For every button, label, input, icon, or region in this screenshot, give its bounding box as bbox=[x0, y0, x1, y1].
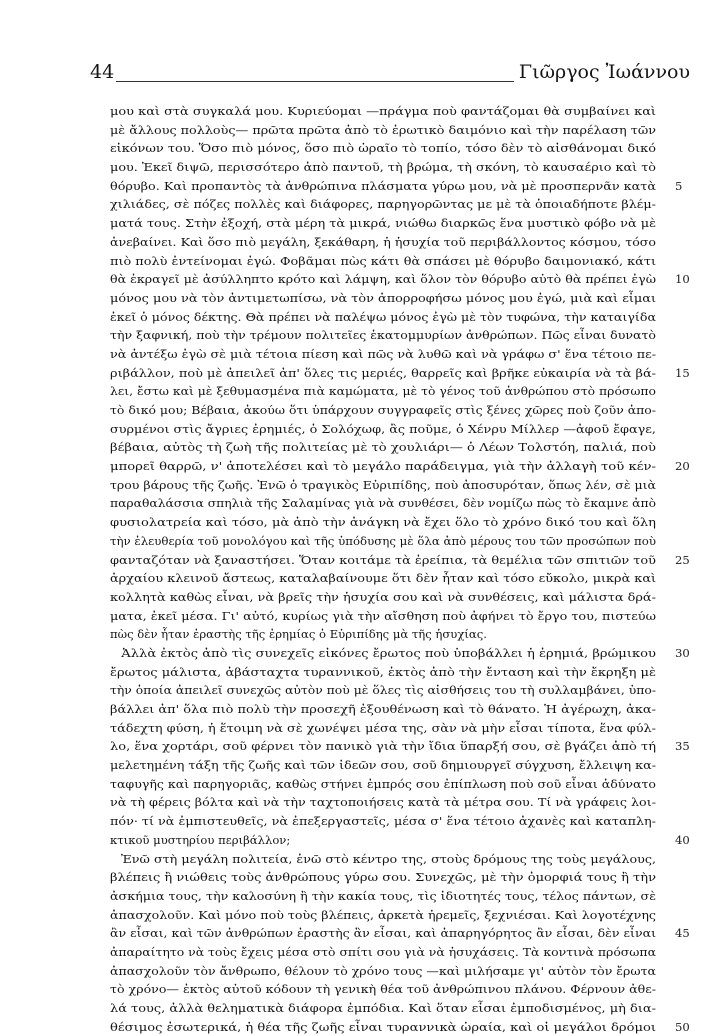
line-text: ἀπασχολοῦν. Καὶ μόνο ποὺ τοὺς βλέπεις, ἀρκετὰ ἠρεμεῖς, ξεχνιέσαι. Καὶ λογοτέχνης bbox=[110, 907, 656, 922]
line-number: 15 bbox=[675, 365, 690, 380]
text-line bbox=[110, 308, 656, 327]
text-line bbox=[110, 980, 656, 999]
line-text: τὴν ὁποία ἀπειλεῖ συνεχῶς αὐτὸν ποὺ μὲ ὅλες τὶς αἰσθήσεις του τὴ συλλαμβάνει, ὑπο- bbox=[110, 683, 656, 698]
text-line bbox=[110, 868, 656, 887]
line-number: 25 bbox=[675, 552, 690, 567]
line-text: λο, ἕνα χορτάρι, σοῦ φέρνει τὸν πανικὸ γιὰ τὴν ἴδια ὕπαρξή σου, σὲ βγάζει ἀπὸ τή bbox=[110, 739, 656, 754]
text-line bbox=[110, 924, 690, 943]
line-text: ριβάλλον, ποὺ μὲ ἀπειλεῖ ἀπ' ὅλες τις μεριές, θαρρεῖς καὶ βρῆκε εὐκαιρία νὰ τὰ βά- bbox=[110, 365, 656, 380]
text-line bbox=[110, 158, 656, 177]
page-number: 44 bbox=[90, 61, 115, 83]
text-line bbox=[110, 962, 656, 981]
line-text: θόρυβο. Καὶ προπαντὸς τὰ ἀνθρώπινα πλάσματα γύρω μου, νὰ μὲ προσπερνᾶν κατὰ bbox=[110, 178, 656, 193]
text-line bbox=[110, 663, 656, 682]
text-line bbox=[110, 532, 656, 551]
line-text: ἂν εἶσαι, καὶ τῶν ἀνθρώπων ἐραστὴς ἂν εἶσαι, καὶ ἀπαρηγόρητος ἂν εἶσαι, δὲν εἶναι bbox=[110, 926, 656, 941]
text-line bbox=[110, 401, 656, 420]
line-text: Ἀλλὰ ἐκτὸς ἀπὸ τὶς συνεχεῖς εἰκόνες ἔρωτος ποὺ ὑποβάλλει ἡ ἐρημιά, βρώμικου bbox=[121, 645, 656, 660]
text-line bbox=[110, 513, 656, 532]
line-text: μπορεῖ θαρρῶ, ν' ἀποτελέσει καὶ τὸ μεγάλο παράδειγμα, γιὰ τὴν ἀλλαγὴ τοῦ κέν- bbox=[110, 459, 656, 474]
line-text: Ἐνῶ στὴ μεγάλη πολιτεία, ἐνῶ στὸ κέντρο της, στοὺς δρόμους της τοὺς μεγάλους, bbox=[120, 851, 656, 866]
line-text: πὼς δὲν ἦταν ἐραστὴς τῆς ἐρημίας ὁ Εὐριπίδης μὰ τῆς ἡσυχίας. bbox=[110, 627, 487, 642]
text-line bbox=[110, 831, 690, 850]
text-line bbox=[110, 457, 690, 476]
line-number: 40 bbox=[675, 832, 690, 847]
line-number: 10 bbox=[675, 272, 690, 287]
line-text: ἔρωτος μάλιστα, ἀβάσταχτα τυραννικοῦ, ἐκτὸς ἀπὸ τὴν ἔνταση καὶ τὴν ἔκρηξη μὲ bbox=[110, 664, 656, 679]
text-line bbox=[110, 476, 656, 495]
text-line bbox=[110, 943, 656, 962]
line-text: φανταζόταν νὰ ξαναστήσει. Ὅταν κοιτάμε τὰ ἐρείπια, τὰ θεμέλια τῶν σπιτιῶν τοῦ bbox=[110, 552, 656, 567]
line-text: τὸ δικό μου; Βέβαια, ἀκούω ὅτι ὑπάρχουν συγγραφεῖς στὶς ξένες χῶρες ποὺ ζοῦν ἀπο- bbox=[110, 403, 656, 417]
line-text: πιὸ πολὺ ἐντείνομαι ἐγώ. Φοβᾶμαι πὼς κάτι θὰ σπάσει μὲ θόρυβο δαιμονιακό, κάτι bbox=[110, 253, 656, 268]
line-text: συρμένοι στὶς ἄγριες ἐρημιές, ὁ Σολόχωφ, ἂς ποῦμε, ὁ Χένρυ Μίλλερ —ἀφοῦ ἔφαγε, bbox=[110, 421, 656, 436]
line-text: μὲ ἄλλους πολλοὺς— πρῶτα πρῶτα ἀπὸ τὸ ἐρωτικὸ δαιμόνιο καὶ τὴν παρέλαση τῶν bbox=[110, 122, 656, 137]
text-line bbox=[110, 382, 656, 401]
line-text: μελετημένη τάξη τῆς ζωῆς καὶ τῶν ἰδεῶν σου, σοῦ δημιουργεῖ σύγχυση, ἔλλειψη κα- bbox=[110, 758, 656, 773]
text-line bbox=[110, 850, 656, 869]
line-text: ἀπασχολοῦν τὸν ἄνθρωπο, θέλουν τὸ χρόνο τους —καὶ μιλήσαμε γι' αὐτὸν τὸν ἔρωτα bbox=[110, 963, 656, 978]
line-text: πόν· τί νὰ ἐμπιστευθεῖς, νὰ ἐπεξεργαστεῖς, μέσα σ' ἕνα τέτοιο ἀχανὲς καὶ καταπλη- bbox=[110, 814, 656, 829]
line-text: κτικοῦ μυστηρίου περιβάλλον; bbox=[110, 832, 291, 847]
text-line bbox=[110, 681, 656, 700]
line-text: κολλητὰ καθὼς εἶναι, νὰ βρεῖς τὴν ἡσυχία σου καὶ νὰ συνθέσεις, καὶ μάλιστα δρά- bbox=[110, 589, 656, 604]
body-text bbox=[110, 102, 690, 1036]
line-number: 20 bbox=[675, 459, 690, 474]
text-line bbox=[110, 364, 690, 383]
running-head-author: Γιῶργος Ἰωάννου bbox=[518, 61, 690, 83]
text-line bbox=[110, 793, 656, 812]
line-text: ἀνεβαίνει. Καὶ ὅσο πιὸ μεγάλη, ξεκάθαρη, ἡ ἡσυχία τοῦ περιβάλλοντος κόσμου, τόσο bbox=[110, 234, 656, 249]
line-text: θέσιμος ἐσωτερικά, ἡ θέα τῆς ζωῆς εἶναι τυραννικὰ ὡραία, καὶ οἱ μεγάλοι δρόμοι bbox=[110, 1019, 656, 1034]
line-text: τὸ χρόνο— ἐκτὸς αὐτοῦ κόδουν τὴ γενικὴ θέα τοῦ ἀνθρώπινου πλάνου. Φέρνουν ἀθε- bbox=[110, 982, 656, 997]
text-line bbox=[110, 719, 656, 738]
line-number: 30 bbox=[675, 645, 690, 660]
text-line bbox=[110, 233, 656, 252]
text-line bbox=[110, 569, 656, 588]
text-line bbox=[110, 494, 656, 513]
line-text: ματα, ἐκεῖ μέσα. Γι' αὐτό, κυρίως γιὰ τὴν αἴσθηση ποὺ ἀφήνει τὸ ἔργο του, πιστεύω bbox=[110, 608, 656, 623]
line-text: μου. Ἐκεῖ διψῶ, περισσότερο ἀπὸ παντοῦ, τὴ βρώμα, τὴ σκόνη, τὸ καυσαέριο καὶ τὸ bbox=[110, 160, 656, 175]
text-line bbox=[110, 887, 656, 906]
text-line bbox=[110, 625, 656, 644]
text-line bbox=[110, 345, 656, 364]
line-text: χιλιάδες, σὲ πόζες πολλὲς καὶ διάφορες, παρηγορῶντας με μὲ τὰ ὁποιαδήποτε βλέμ- bbox=[110, 197, 656, 212]
line-number: 35 bbox=[675, 739, 690, 754]
line-text: θὰ ἐκραγεῖ μὲ ἀσύλληπτο κρότο καὶ λάμψη, καὶ ὅλον τὸν θόρυβο αὐτὸ θὰ πρέπει ἐγὼ bbox=[110, 272, 656, 287]
line-text: ματά τους. Στὴν ἐξοχή, στὰ μέρη τὰ μικρά, νιώθω διαρκῶς ἕνα μυστικὸ φόβο νὰ μὲ bbox=[110, 216, 656, 231]
text-line bbox=[110, 326, 656, 345]
text-line bbox=[110, 812, 656, 831]
line-text: εἰκόνων του. Ὅσο πιὸ μόνος, ὅσο πιὸ ὡραῖο τὸ τοπίο, τόσο δὲν τὸ αἰσθάνομαι δικό bbox=[110, 141, 656, 156]
text-line bbox=[110, 139, 656, 158]
text-line bbox=[110, 438, 656, 457]
line-text: παραθαλάσσια σπηλιὰ τῆς Σαλαμίνας γιὰ νὰ συνθέσει, δὲν νομίζω πὼς τὸ ἔκαμνε ἀπὸ bbox=[110, 496, 656, 511]
text-line bbox=[110, 737, 690, 756]
line-text: ἐκεῖ ὁ μόνος δέκτης. Θὰ πρέπει νὰ παλέψω μόνος ἐγὼ μὲ τὸν τυφώνα, τὴν καταιγίδα bbox=[110, 309, 656, 324]
line-text: ἀσκήμια τους, τὴν καλοσύνη ἢ τὴν κακία τους, τὶς ἰδιοτητές τους, τέλος πάντων, σὲ bbox=[110, 888, 656, 903]
line-text: τρου βάρους τῆς ζωῆς. Ἐνῶ ὁ τραγικὸς Εὐριπίδης, ποὺ ἀποσυρόταν, ὅπως λέν, σὲ μιὰ bbox=[110, 477, 656, 492]
line-text: βάλλει ἀπ' ὅλα πιὸ πολὺ τὴν προσεχῆ ἐξουθένωση καὶ τὸ θάνατο. Ἡ ἀγέρωχη, ἀκα- bbox=[110, 702, 656, 716]
text-line bbox=[110, 607, 656, 626]
page-header bbox=[90, 60, 690, 90]
line-text: ἀπαραίτητο νὰ τοὺς ἔχεις μέσα στὸ σπίτι σου γιὰ νὰ ἡσυχάσεις. Τὰ κοντινὰ πρόσωπα bbox=[110, 944, 656, 959]
line-number: 5 bbox=[675, 178, 683, 193]
line-text: λά τους, ἀλλὰ θεληματικὰ διάφορα ἐμπόδια. Καὶ ὅταν εἶσαι ἐμποδισμένος, μὴ δια- bbox=[110, 1001, 656, 1015]
text-line bbox=[110, 999, 656, 1018]
line-text: τὴν ἐλευθερία τοῦ μονολόγου καὶ τῆς ὑπόδυσης μὲ ὅλα ἀπὸ μέρους του τῶν προσώπων ποὺ bbox=[110, 533, 656, 548]
line-text: νὰ ἀντέξω ἐγὼ σὲ μιὰ τέτοια πίεση καὶ πῶς νὰ λυθῶ καὶ νὰ γράφω σ' ἕνα τέτοιο πε- bbox=[110, 346, 656, 361]
line-text: ἀρχαίου κλεινοῦ ἄστεως, καταλαβαίνουμε ὅτι δὲν ἦταν καὶ τόσο εὔκολο, μικρὰ καὶ bbox=[110, 571, 656, 586]
line-text: βέβαια, αὐτὸς τὴ ζωὴ τῆς πολιτείας μὲ τὸ χουλιάρι— ὁ Λέων Τολστόη, παλιά, ποὺ bbox=[110, 440, 656, 455]
header-rule bbox=[116, 81, 514, 82]
text-line bbox=[110, 214, 656, 233]
text-line bbox=[110, 270, 690, 289]
line-text: λει, ἔστω καὶ μὲ ξεθυμασμένα πιὰ καμώματα, μὲ τὸ γένος τοῦ ἀνθρώπου στὸ πρόσωπο bbox=[110, 384, 656, 399]
line-text: τὴν ξαφνική, ποὺ τὴν τρέμουν πολιτεῖες ἑκατομμυρίων ἀνθρώπων. Πῶς εἶναι δυνατὸ bbox=[110, 328, 656, 343]
line-number: 50 bbox=[675, 1019, 690, 1034]
text-line bbox=[110, 551, 690, 570]
text-line bbox=[110, 420, 656, 439]
text-line bbox=[110, 700, 656, 719]
line-number: 45 bbox=[675, 926, 690, 941]
text-line bbox=[110, 102, 656, 121]
text-line bbox=[110, 588, 656, 607]
text-line bbox=[110, 121, 656, 140]
line-text: μόνος μου νὰ τὸν ἀντιμετωπίσω, νὰ τὸν ἀπορροφήσω μόνος μου ἐγώ, μιὰ καὶ εἶμαι bbox=[110, 290, 656, 305]
line-text: τάδεχτη φύση, ἡ ἕτοιμη νὰ σὲ χωνέψει μέσα της, σὰν νὰ μὴν εἶσαι τίποτα, ἕνα φύλ- bbox=[110, 720, 656, 735]
text-line bbox=[110, 177, 683, 196]
text-line bbox=[110, 756, 656, 775]
line-text: μου καὶ στὰ συγκαλά μου. Κυριεύομαι —πράγμα ποὺ φαντάζομαι θὰ συμβαίνει καὶ bbox=[110, 104, 656, 118]
text-line bbox=[110, 1018, 690, 1036]
line-text: νὰ τὴ φέρεις βόλτα καὶ νὰ τὴν ταχτοποιήσεις κατὰ τὰ μέτρα σου. Τί νὰ γράφεις λοι- bbox=[110, 795, 656, 810]
line-text: φυσιολατρεία καὶ τόσο, μὰ ἀπὸ τὴν ἀνάγκη νὰ ἔχει ὅλο τὸ χρόνο δικό του καὶ ὅλη bbox=[110, 515, 656, 530]
text-line bbox=[110, 775, 656, 794]
text-line bbox=[110, 289, 656, 308]
line-text: βλέπεις ἢ νιώθεις τοὺς ἀνθρώπους γύρω σου. Συνεχῶς, μὲ τὴν ὀμορφιά τους ἢ τὴν bbox=[110, 870, 656, 885]
text-line bbox=[110, 195, 656, 214]
text-line bbox=[110, 644, 690, 663]
text-line bbox=[110, 252, 656, 271]
line-text: ταφυγῆς καὶ παρηγοριᾶς, καθὼς στήνει ἐμπρός σου ἐπίπλωση ποὺ σοῦ εἶναι ἀδύνατο bbox=[110, 776, 656, 791]
text-line bbox=[110, 906, 656, 925]
